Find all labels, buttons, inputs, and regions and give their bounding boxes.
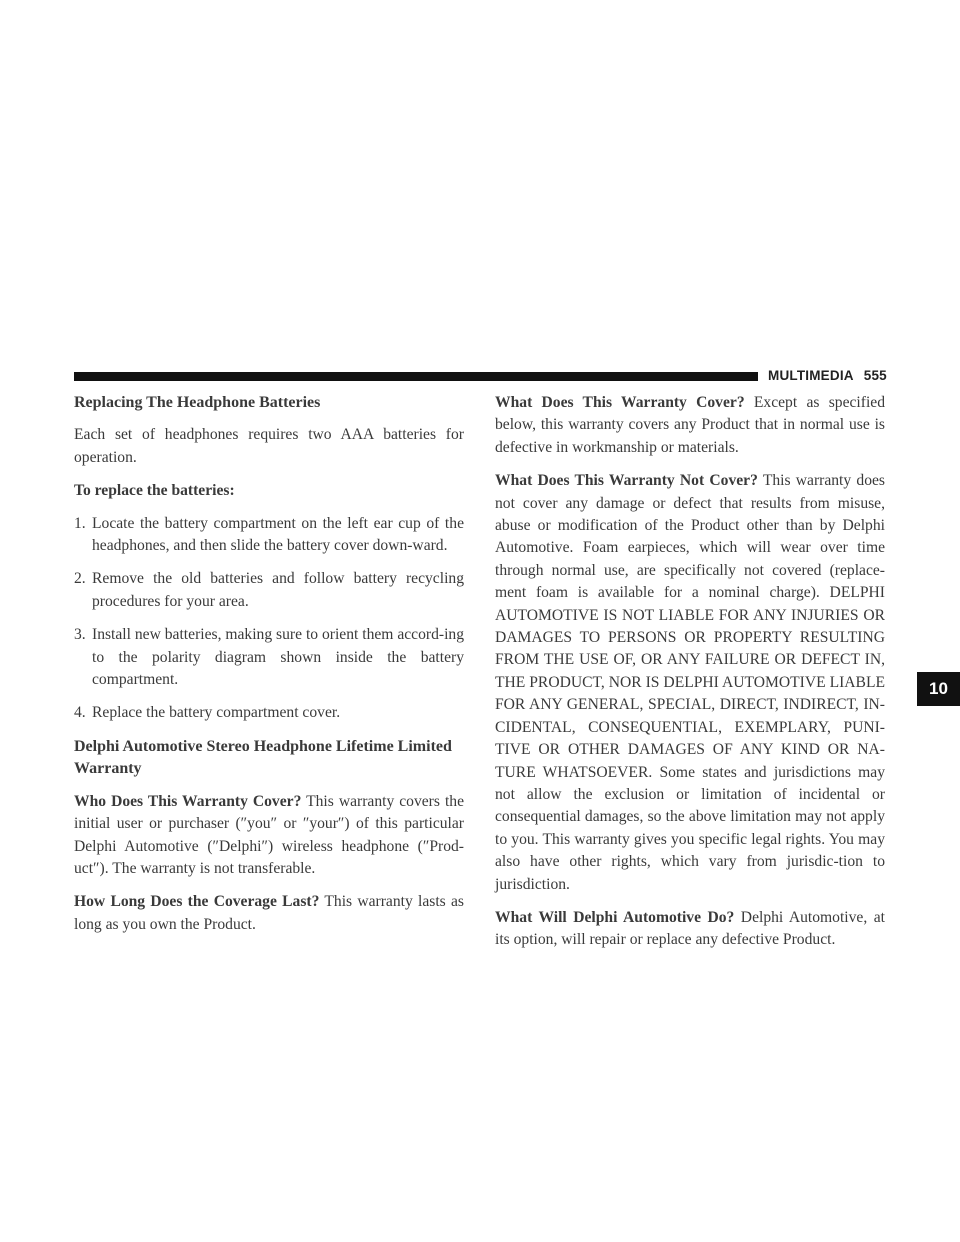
step-text: Install new batteries, making sure to orient them accord-ing to the polarity diagram shown inside the battery compartment. <box>92 626 464 689</box>
chapter-number: 10 <box>929 679 948 698</box>
step-item <box>74 702 464 724</box>
page-number: 555 <box>863 368 887 383</box>
running-header <box>768 368 887 383</box>
left-column <box>74 392 464 947</box>
will-text: Delphi Automotive, at its option, will repair or replace any defective Product. <box>495 908 885 949</box>
who-lead: Who Does This Warranty Cover? <box>74 792 302 810</box>
section-title: MULTIMEDIA <box>768 368 854 383</box>
chapter-tab <box>917 672 960 706</box>
what-paragraph <box>495 392 885 459</box>
step-text: Replace the battery compartment cover. <box>92 704 341 722</box>
not-text: This warranty does not cover any damage or defect that results from misuse, abuse or modification of the Product other than by Delphi Automotive. Foam earpieces, which will wear over time through normal use, are specifically not covered (replace-ment foam is available for a nominal charge). DELPHI AUTOMOTIVE IS NOT LIABLE FOR ANY INJURIES OR DAMAGES TO PERSONS OR PROPERTY RESULTING FROM THE USE OF, OR ANY FAILURE OR DEFECT IN, THE PRODUCT, NOR IS DELPHI AUTOMOTIVE LIABLE FOR ANY GENERAL, SPECIAL, DIRECT, INDIRECT, IN-CIDENTAL, CONSEQUENTIAL, EXEMPLARY, PUNI-TIVE OR OTHER DAMAGES OF ANY KIND OR NA-TURE WHATSOEVER. Some states and jurisdictions may not allow the exclusion or limitation of incidental or consequential damages, so the above limitation may not apply to you. This warranty gives you specific legal rights. You may also have other rights, which vary from jurisdic-tion to jurisdiction. <box>495 472 885 893</box>
right-column <box>495 392 885 963</box>
who-paragraph <box>74 791 464 881</box>
step-number: 2. <box>74 570 86 588</box>
step-item <box>74 513 464 558</box>
step-number: 1. <box>74 514 86 532</box>
how-lead: How Long Does the Coverage Last? <box>74 893 320 911</box>
section-heading-warranty: Delphi Automotive Stereo Headphone Lifetime Limited Warranty <box>74 737 452 778</box>
step-item <box>74 568 464 613</box>
who-text: This warranty covers the initial user or purchaser (″you″ or ″your″) of this particular Delphi Automotive (″Delphi″) wireless headphone (″Prod-uct″). The warranty is not transferable. <box>74 792 464 877</box>
will-paragraph <box>495 907 885 952</box>
how-text: This warranty lasts as long as you own the Product. <box>74 893 464 933</box>
step-text: Remove the old batteries and follow battery recycling procedures for your area. <box>92 570 464 610</box>
header-rule <box>74 372 758 381</box>
step-number: 3. <box>74 626 86 644</box>
intro-paragraph: Each set of headphones requires two AAA batteries for operation. <box>74 426 464 466</box>
how-paragraph <box>74 891 464 936</box>
step-text: Locate the battery compartment on the left ear cup of the headphones, and then slide the battery cover down-ward. <box>92 514 464 555</box>
not-lead: What Does This Warranty Not Cover? <box>495 472 758 490</box>
step-item <box>74 624 464 691</box>
steps-subheading: To replace the batteries: <box>74 482 235 500</box>
what-text: Except as specified below, this warranty covers any Product that in normal use is defective in workmanship or materials. <box>495 394 885 456</box>
not-paragraph <box>495 470 885 896</box>
will-lead: What Will Delphi Automotive Do? <box>495 908 735 926</box>
what-lead: What Does This Warranty Cover? <box>495 394 745 411</box>
step-number: 4. <box>74 704 86 722</box>
section-heading-batteries: Replacing The Headphone Batteries <box>74 394 321 411</box>
